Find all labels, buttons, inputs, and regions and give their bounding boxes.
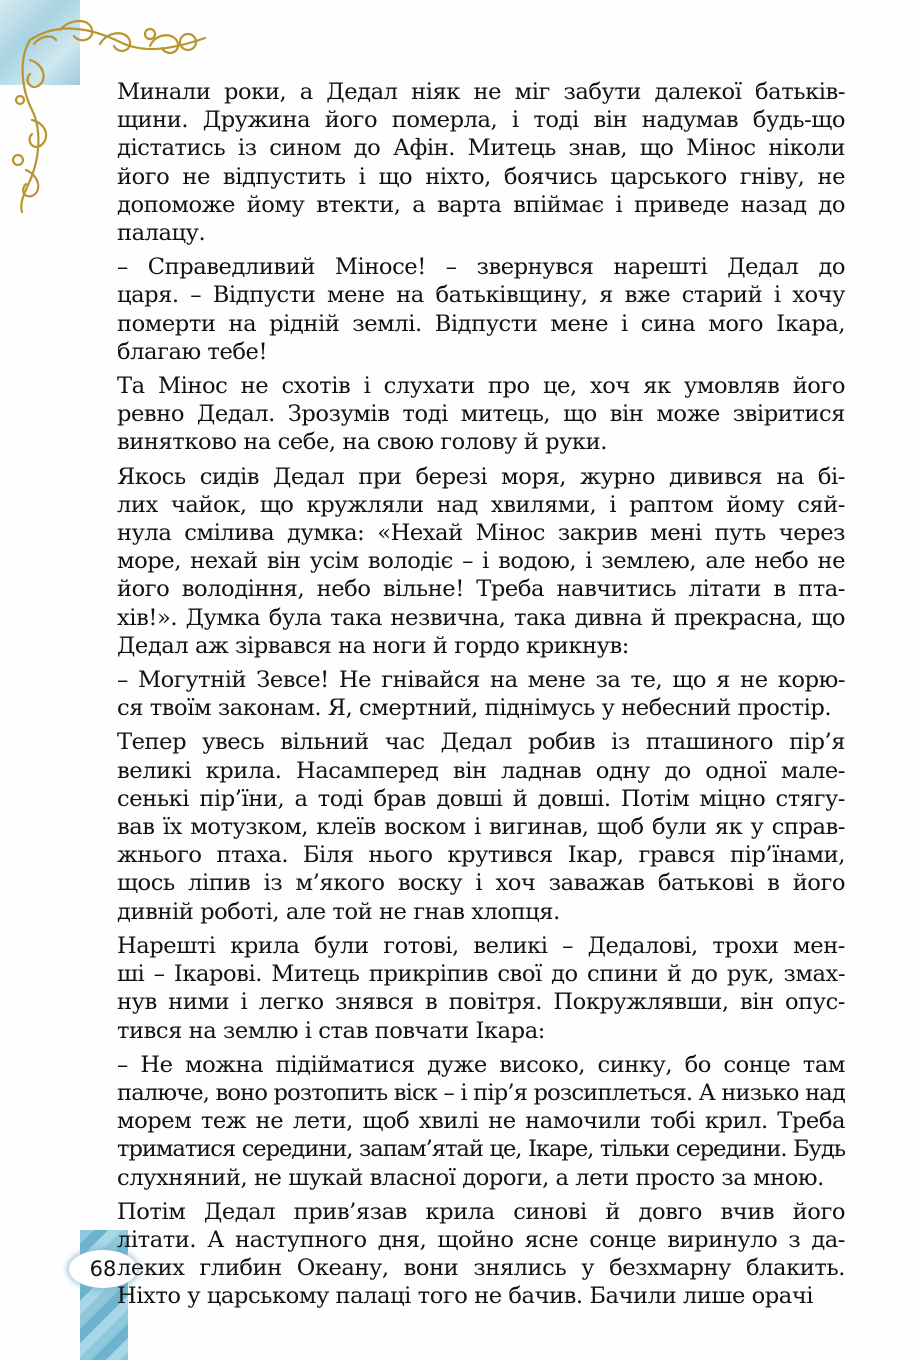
body-text [117,78,845,1317]
text-line: нув ними і легко знявся в повітря. Покружлявши, він опус- [117,989,845,1016]
paragraph [117,372,845,457]
text-line: сенькі пір’їни, а тоді брав довші й довші. Потім міцно стягу- [117,785,845,812]
text-line: тився на землю і став повчати Ікара: [117,1017,545,1044]
text-line: його не відпустить і що ніхто, боячись царського гніву, не [117,163,845,190]
text-line: померти на рідній землі. Відпусти мене і сина мого Ікара, [117,310,845,337]
paragraph [117,463,845,660]
text-line: допоможе йому втекти, а варта впіймає і приведе назад до [117,191,845,218]
text-line: дивній роботі, але той не гнав хлопця. [117,898,560,925]
paragraph [117,728,845,925]
text-line: Дедал аж зірвався на ноги й гордо крикнув: [117,632,629,659]
text-line: жнього птаха. Біля нього крутився Ікар, грався пір’їнами, [117,842,845,869]
text-line: його володіння, небо вільне! Треба навчитись літати в пта- [117,576,845,603]
text-line: літати. А наступного дня, щойно ясне сонце виринуло з да- [117,1226,845,1253]
text-line: вав їх мотузком, клеїв воском і вигинав, щоб були як у справ- [117,814,845,841]
text-line: ші – Ікарові. Митець прикріпив свої до спини й до рук, змах- [117,961,845,988]
text-line: великі крила. Насамперед він ладнав одну до одної мале- [117,757,845,784]
text-line: щини. Дружина його померла, і тоді він надумав будь-що [117,107,845,134]
text-line: – Не можна підійматися дуже високо, синку, бо сонце там [117,1051,845,1078]
text-line: Минали роки, а Дедал ніяк не міг забути далекої батьків- [117,79,845,105]
paragraph [117,253,845,366]
text-line: Тепер увесь вільний час Дедал робив із пташиного пір’я [117,729,845,756]
text-line: палюче, воно розтопить віск – і пір’я розсиплеться. А низько над [117,1079,845,1106]
paragraph [117,1051,845,1192]
text-line: ся твоїм законам. Я, смертний, піднімусь у небесний простір. [117,695,832,722]
paragraph [117,666,845,722]
text-line: – Справедливий Міносе! – звернувся нарешті Дедал до [117,254,845,281]
text-line: Ніхто у царському палаці того не бачив. Бачили лише орачі [117,1283,814,1310]
text-line: Якось сидів Дедал при березі моря, журно дивився на бі- [117,463,845,490]
text-line: – Могутній Зевсе! Не гнівайся на мене за те, що я не корю- [117,667,845,694]
text-line: лих чайок, що кружляли над хвилями, і раптом йому сяй- [117,491,845,518]
text-line: леких глибин Океану, вони знялись у безхмарну блакить. [117,1255,845,1282]
text-line: царя. – Відпусти мене на батьківщину, я вже старий і хочу [117,282,845,309]
text-line: морем теж не лети, щоб хвилі не намочили тобі крил. Треба [117,1108,845,1135]
paragraph [117,78,845,247]
text-line: Нарешті крила були готові, великі – Дедалові, трохи мен- [117,932,845,959]
text-line: Та Мінос не схотів і слухати про це, хоч як умовляв його [117,373,845,400]
paragraph [117,932,845,1045]
text-line: хів!». Думка була така незвична, така дивна й прекрасна, що [117,604,845,631]
text-line: слухняний, не шукай власної дороги, а лети просто за мною. [117,1164,824,1191]
text-line: нула смілива думка: «Нехай Мінос закрив мені путь через [117,520,845,547]
page-number: 68 [69,1250,137,1288]
text-line: Потім Дедал прив’язав крила синові й довго вчив його [117,1198,845,1225]
text-line: щось ліпив із м’якого воску і хоч заважав батькові в його [117,870,845,897]
text-line: море, нехай він усім володіє – і водою, і землею, але небо не [117,548,845,575]
text-line: ревно Дедал. Зрозумів тоді митець, що він може звіритися [117,401,845,428]
paragraph [117,1198,845,1311]
text-line: дістатись із сином до Афін. Митець знав, що Мінос ніколи [117,135,845,162]
text-line: палацу. [117,220,206,247]
text-line: благаю тебе! [117,338,268,365]
text-line: винятково на себе, на свою голову й руки. [117,429,607,456]
text-line: триматися середини, запам’ятай це, Ікаре, тільки середини. Будь [117,1136,845,1163]
